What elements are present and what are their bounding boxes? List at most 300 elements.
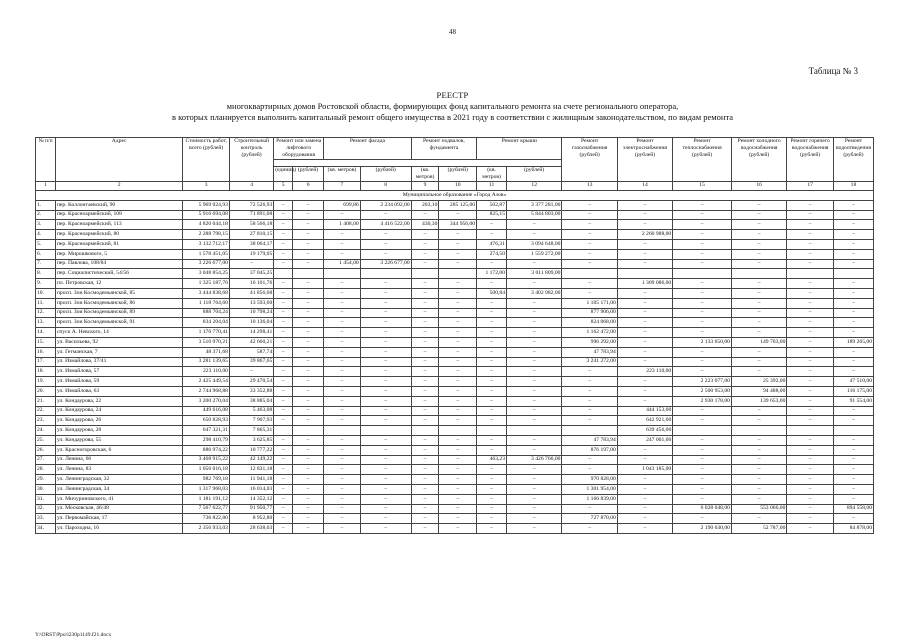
- value-cell: –: [787, 357, 834, 367]
- value-cell: –: [507, 435, 562, 445]
- value-cell: –: [731, 288, 786, 298]
- value-cell: 2 190 630,00: [673, 524, 732, 534]
- value-cell: –: [439, 367, 477, 377]
- table-row: [36, 406, 874, 416]
- value-cell: 430,30: [411, 220, 439, 230]
- value-cell: –: [787, 318, 834, 328]
- value-cell: –: [477, 524, 507, 534]
- value-cell: –: [731, 249, 786, 259]
- value-cell: [562, 426, 617, 436]
- value-cell: –: [293, 445, 324, 455]
- value-cell: [439, 426, 477, 436]
- value-cell: –: [562, 504, 617, 514]
- value-cell: –: [439, 475, 477, 485]
- value-cell: 223 110,00: [183, 367, 230, 377]
- value-cell: –: [787, 298, 834, 308]
- value-cell: –: [324, 367, 361, 377]
- value-cell: –: [731, 416, 786, 426]
- value-cell: –: [507, 347, 562, 357]
- value-cell: 5 844 803,00: [507, 210, 562, 220]
- row-number: 33.: [36, 514, 56, 524]
- table-row: [36, 308, 874, 318]
- value-cell: –: [731, 367, 786, 377]
- value-cell: –: [274, 416, 293, 426]
- value-cell: –: [293, 318, 324, 328]
- value-cell: 3 226 677,00: [360, 259, 411, 269]
- value-cell: –: [293, 435, 324, 445]
- value-cell: –: [274, 396, 293, 406]
- value-cell: –: [477, 357, 507, 367]
- value-cell: –: [411, 524, 439, 534]
- value-cell: –: [411, 367, 439, 377]
- value-cell: 825,15: [477, 210, 507, 220]
- value-cell: –: [787, 445, 834, 455]
- value-cell: –: [787, 328, 834, 338]
- value-cell: 463,23: [477, 455, 507, 465]
- value-cell: –: [833, 406, 873, 416]
- table-row: [36, 465, 874, 475]
- table-row: [36, 494, 874, 504]
- value-cell: –: [477, 494, 507, 504]
- value-cell: –: [477, 445, 507, 455]
- value-cell: –: [787, 249, 834, 259]
- value-cell: 58 566,18: [229, 220, 273, 230]
- value-cell: –: [617, 210, 672, 220]
- value-cell: –: [477, 279, 507, 289]
- value-cell: –: [360, 328, 411, 338]
- value-cell: –: [324, 504, 361, 514]
- value-cell: –: [274, 230, 293, 240]
- value-cell: 14 352,12: [229, 494, 273, 504]
- value-cell: –: [274, 357, 293, 367]
- column-number: 8: [360, 182, 411, 191]
- table-row: [36, 347, 874, 357]
- value-cell: –: [617, 308, 672, 318]
- value-cell: 587,74: [229, 347, 273, 357]
- value-cell: –: [673, 435, 732, 445]
- value-cell: [360, 426, 411, 436]
- address-cell: ул. Кондаурова, 55: [55, 435, 182, 445]
- value-cell: [293, 426, 324, 436]
- value-cell: 1 408,00: [324, 220, 361, 230]
- address-cell: ул. Измайлова, 59: [55, 377, 182, 387]
- value-cell: –: [229, 259, 273, 269]
- value-cell: –: [274, 367, 293, 377]
- value-cell: –: [673, 318, 732, 328]
- value-cell: –: [673, 484, 732, 494]
- column-numbers-row: [36, 182, 874, 191]
- value-cell: –: [411, 377, 439, 387]
- column-number: 4: [229, 182, 273, 191]
- value-cell: 29 470,54: [229, 377, 273, 387]
- value-cell: –: [833, 308, 873, 318]
- row-number: 5.: [36, 239, 56, 249]
- value-cell: –: [833, 455, 873, 465]
- value-cell: –: [293, 377, 324, 387]
- municipality-row: Муниципальное образование «Город Азов»: [36, 191, 874, 201]
- value-cell: –: [477, 465, 507, 475]
- value-cell: –: [787, 337, 834, 347]
- value-cell: –: [293, 279, 324, 289]
- column-number: 10: [439, 182, 477, 191]
- value-cell: 876 197,00: [562, 445, 617, 455]
- value-cell: 2 260 988,00: [617, 230, 672, 240]
- column-number: 14: [617, 182, 672, 191]
- value-cell: –: [439, 347, 477, 357]
- value-cell: –: [439, 524, 477, 534]
- value-cell: –: [507, 308, 562, 318]
- value-cell: –: [439, 210, 477, 220]
- value-cell: –: [617, 357, 672, 367]
- address-cell: ул. Ленина, 66: [55, 455, 182, 465]
- value-cell: –: [787, 514, 834, 524]
- table-row: [36, 524, 874, 534]
- value-cell: [673, 426, 732, 436]
- row-number: 26.: [36, 445, 56, 455]
- value-cell: –: [833, 514, 873, 524]
- value-cell: 877 906,00: [562, 308, 617, 318]
- table-row: [36, 504, 874, 514]
- value-cell: –: [439, 279, 477, 289]
- row-number: 2.: [36, 210, 56, 220]
- column-number: 17: [787, 182, 834, 191]
- value-cell: –: [673, 357, 732, 367]
- value-cell: –: [324, 230, 361, 240]
- title-line-3: в которых планируется выполнить капитальный ремонт общего имущества в 2021 году в соответствии с жилищным законодательством, по видам ремонта: [171, 112, 734, 122]
- value-cell: 996 292,00: [562, 337, 617, 347]
- header-address: Адрес: [55, 138, 182, 182]
- address-cell: ул. Измайлова, 37/41: [55, 357, 182, 367]
- value-cell: –: [411, 396, 439, 406]
- address-cell: ул. Кондаурова, 24: [55, 406, 182, 416]
- value-cell: –: [293, 416, 324, 426]
- value-cell: 5 463,08: [229, 406, 273, 416]
- row-number: 4.: [36, 230, 56, 240]
- value-cell: –: [293, 357, 324, 367]
- row-number: 11.: [36, 298, 56, 308]
- value-cell: –: [673, 406, 732, 416]
- value-cell: –: [833, 367, 873, 377]
- value-cell: –: [617, 524, 672, 534]
- value-cell: –: [411, 455, 439, 465]
- value-cell: –: [617, 494, 672, 504]
- value-cell: –: [562, 524, 617, 534]
- value-cell: –: [411, 249, 439, 259]
- value-cell: –: [787, 484, 834, 494]
- value-cell: –: [360, 494, 411, 504]
- value-cell: –: [439, 239, 477, 249]
- value-cell: –: [562, 416, 617, 426]
- value-cell: –: [731, 514, 786, 524]
- value-cell: –: [617, 328, 672, 338]
- value-cell: 727 870,00: [562, 514, 617, 524]
- value-cell: –: [293, 455, 324, 465]
- value-cell: –: [477, 220, 507, 230]
- value-cell: –: [833, 318, 873, 328]
- value-cell: –: [673, 259, 732, 269]
- address-cell: ул. Васильева, 92: [55, 337, 182, 347]
- value-cell: –: [324, 249, 361, 259]
- value-cell: –: [411, 337, 439, 347]
- value-cell: –: [477, 367, 507, 377]
- value-cell: –: [439, 445, 477, 455]
- table-row: [36, 288, 874, 298]
- value-cell: –: [562, 386, 617, 396]
- header-cold: Ремонт холодного водоснабжения (рублей): [731, 138, 786, 182]
- header-facade-rub: (рублей): [360, 167, 411, 182]
- value-cell: –: [324, 328, 361, 338]
- value-cell: –: [324, 524, 361, 534]
- value-cell: 33 352,88: [229, 386, 273, 396]
- value-cell: –: [411, 279, 439, 289]
- table-row: [36, 220, 874, 230]
- value-cell: –: [274, 298, 293, 308]
- header-roof: Ремонт крыши: [477, 138, 562, 160]
- row-number: 6.: [36, 249, 56, 259]
- value-cell: –: [360, 465, 411, 475]
- value-cell: –: [411, 416, 439, 426]
- value-cell: –: [562, 230, 617, 240]
- row-number: 27.: [36, 455, 56, 465]
- address-cell: пл. Петровская, 12: [55, 279, 182, 289]
- column-number: 18: [833, 182, 873, 191]
- value-cell: –: [507, 279, 562, 289]
- value-cell: –: [731, 279, 786, 289]
- value-cell: –: [787, 279, 834, 289]
- value-cell: –: [477, 337, 507, 347]
- address-cell: пер. Социалистический, 54/56: [55, 269, 182, 279]
- value-cell: –: [477, 435, 507, 445]
- value-cell: –: [439, 298, 477, 308]
- value-cell: –: [787, 377, 834, 387]
- value-cell: 647 321,31: [183, 426, 230, 436]
- value-cell: –: [507, 445, 562, 455]
- value-cell: –: [274, 494, 293, 504]
- value-cell: 38 885,04: [229, 396, 273, 406]
- value-cell: –: [507, 524, 562, 534]
- value-cell: –: [274, 288, 293, 298]
- value-cell: –: [439, 504, 477, 514]
- value-cell: –: [477, 328, 507, 338]
- value-cell: –: [673, 279, 732, 289]
- value-cell: 650 828,93: [183, 416, 230, 426]
- value-cell: 3 011 809,00: [507, 269, 562, 279]
- value-cell: –: [324, 435, 361, 445]
- value-cell: –: [787, 386, 834, 396]
- value-cell: –: [673, 465, 732, 475]
- value-cell: –: [787, 367, 834, 377]
- value-cell: –: [833, 475, 873, 485]
- value-cell: –: [673, 514, 732, 524]
- value-cell: –: [617, 220, 672, 230]
- header-control: Строительный контроль (рублей): [229, 138, 273, 182]
- table-row: [36, 298, 874, 308]
- value-cell: 3 377 281,00: [507, 200, 562, 210]
- header-cost: Стоимость работ, всего (рублей): [183, 138, 230, 182]
- column-number: 5: [274, 182, 293, 191]
- address-cell: пер. Красноармейский, 113: [55, 220, 182, 230]
- value-cell: –: [274, 504, 293, 514]
- value-cell: –: [324, 396, 361, 406]
- value-cell: –: [360, 524, 411, 534]
- value-cell: –: [833, 347, 873, 357]
- value-cell: 3 426 766,00: [507, 455, 562, 465]
- value-cell: –: [293, 200, 324, 210]
- value-cell: [477, 426, 507, 436]
- header-basement-m: (кв. метров): [411, 167, 439, 182]
- value-cell: 7 865,31: [229, 426, 273, 436]
- value-cell: 2 744 968,88: [183, 386, 230, 396]
- value-cell: –: [274, 524, 293, 534]
- value-cell: –: [439, 484, 477, 494]
- value-cell: –: [673, 298, 732, 308]
- value-cell: –: [293, 514, 324, 524]
- table-row: [36, 318, 874, 328]
- value-cell: –: [360, 308, 411, 318]
- value-cell: 72 526,93: [229, 200, 273, 210]
- value-cell: 10 777,22: [229, 445, 273, 455]
- row-number: 9.: [36, 279, 56, 289]
- value-cell: –: [324, 406, 361, 416]
- table-row: [36, 200, 874, 210]
- value-cell: –: [360, 455, 411, 465]
- address-cell: пер. Красноармейский, 108: [55, 210, 182, 220]
- value-cell: –: [293, 259, 324, 269]
- value-cell: –: [360, 249, 411, 259]
- value-cell: 189 265,00: [833, 337, 873, 347]
- row-number: 17.: [36, 357, 56, 367]
- value-cell: –: [673, 416, 732, 426]
- address-cell: ул. Первомайская, 17: [55, 514, 182, 524]
- header-roof-rub: (рублей): [507, 167, 562, 182]
- value-cell: 38 064,17: [229, 239, 273, 249]
- value-cell: –: [731, 455, 786, 465]
- value-cell: –: [360, 357, 411, 367]
- value-cell: –: [360, 484, 411, 494]
- value-cell: –: [439, 435, 477, 445]
- value-cell: –: [411, 210, 439, 220]
- value-cell: –: [833, 210, 873, 220]
- value-cell: 42 149,22: [229, 455, 273, 465]
- value-cell: 247 001,00: [617, 435, 672, 445]
- value-cell: –: [787, 259, 834, 269]
- value-cell: –: [293, 308, 324, 318]
- value-cell: –: [787, 465, 834, 475]
- header-heat: Ремонт теплоснабжения (рублей): [673, 138, 732, 182]
- file-path-footer: Y:\ORST\Ppo\l230p1149.f21.docx: [35, 632, 112, 638]
- value-cell: –: [673, 239, 732, 249]
- value-cell: –: [293, 475, 324, 485]
- value-cell: –: [360, 239, 411, 249]
- value-cell: –: [833, 435, 873, 445]
- value-cell: –: [731, 465, 786, 475]
- row-number: 24.: [36, 426, 56, 436]
- value-cell: 274,50: [477, 249, 507, 259]
- value-cell: –: [411, 259, 439, 269]
- value-cell: –: [731, 475, 786, 485]
- value-cell: –: [673, 249, 732, 259]
- value-cell: –: [787, 230, 834, 240]
- value-cell: [274, 269, 293, 279]
- row-number: 30.: [36, 484, 56, 494]
- address-cell: просп. Зои Космодемьянской, 89: [55, 308, 182, 318]
- value-cell: –: [274, 377, 293, 387]
- value-cell: 2 133 650,00: [673, 337, 732, 347]
- value-cell: –: [562, 259, 617, 269]
- value-cell: –: [787, 396, 834, 406]
- value-cell: –: [411, 494, 439, 504]
- table-row: [36, 357, 874, 367]
- value-cell: –: [673, 367, 732, 377]
- value-cell: 84 878,00: [833, 524, 873, 534]
- value-cell: –: [731, 347, 786, 357]
- value-cell: –: [673, 445, 732, 455]
- value-cell: –: [562, 220, 617, 230]
- address-cell: пер. Павлова, 108/84: [55, 259, 182, 269]
- row-number: 29.: [36, 475, 56, 485]
- value-cell: –: [477, 308, 507, 318]
- row-number: 3.: [36, 220, 56, 230]
- value-cell: 52 787,00: [731, 524, 786, 534]
- value-cell: [787, 269, 834, 279]
- value-cell: –: [562, 200, 617, 210]
- value-cell: –: [507, 386, 562, 396]
- value-cell: –: [507, 484, 562, 494]
- value-cell: 1 309 086,00: [617, 279, 672, 289]
- value-cell: –: [833, 220, 873, 230]
- value-cell: –: [787, 288, 834, 298]
- value-cell: –: [673, 288, 732, 298]
- value-cell: –: [274, 259, 293, 269]
- value-cell: –: [617, 288, 672, 298]
- table-row: [36, 230, 874, 240]
- value-cell: –: [411, 328, 439, 338]
- value-cell: –: [731, 298, 786, 308]
- value-cell: 2 930 178,00: [673, 396, 732, 406]
- value-cell: –: [274, 484, 293, 494]
- value-cell: –: [787, 475, 834, 485]
- table-row: [36, 445, 874, 455]
- value-cell: 16 101,76: [229, 279, 273, 289]
- value-cell: –: [293, 230, 324, 240]
- value-cell: –: [293, 347, 324, 357]
- row-number: 15.: [36, 337, 56, 347]
- value-cell: 3 444 838,68: [183, 288, 230, 298]
- value-cell: –: [274, 514, 293, 524]
- table-row: [36, 367, 874, 377]
- value-cell: –: [617, 259, 672, 269]
- value-cell: 1 578 451,05: [183, 249, 230, 259]
- value-cell: –: [787, 524, 834, 534]
- header-basement-rub: (рублей): [439, 167, 477, 182]
- value-cell: –: [360, 210, 411, 220]
- row-number: 31.: [36, 494, 56, 504]
- value-cell: –: [833, 279, 873, 289]
- value-cell: –: [274, 210, 293, 220]
- value-cell: –: [360, 396, 411, 406]
- value-cell: –: [507, 337, 562, 347]
- column-number: 9: [411, 182, 439, 191]
- value-cell: –: [360, 475, 411, 485]
- column-number: 16: [731, 182, 786, 191]
- value-cell: –: [787, 435, 834, 445]
- table-row: [36, 269, 874, 279]
- value-cell: –: [411, 504, 439, 514]
- value-cell: –: [411, 239, 439, 249]
- value-cell: –: [439, 455, 477, 465]
- value-cell: –: [439, 386, 477, 396]
- value-cell: –: [617, 298, 672, 308]
